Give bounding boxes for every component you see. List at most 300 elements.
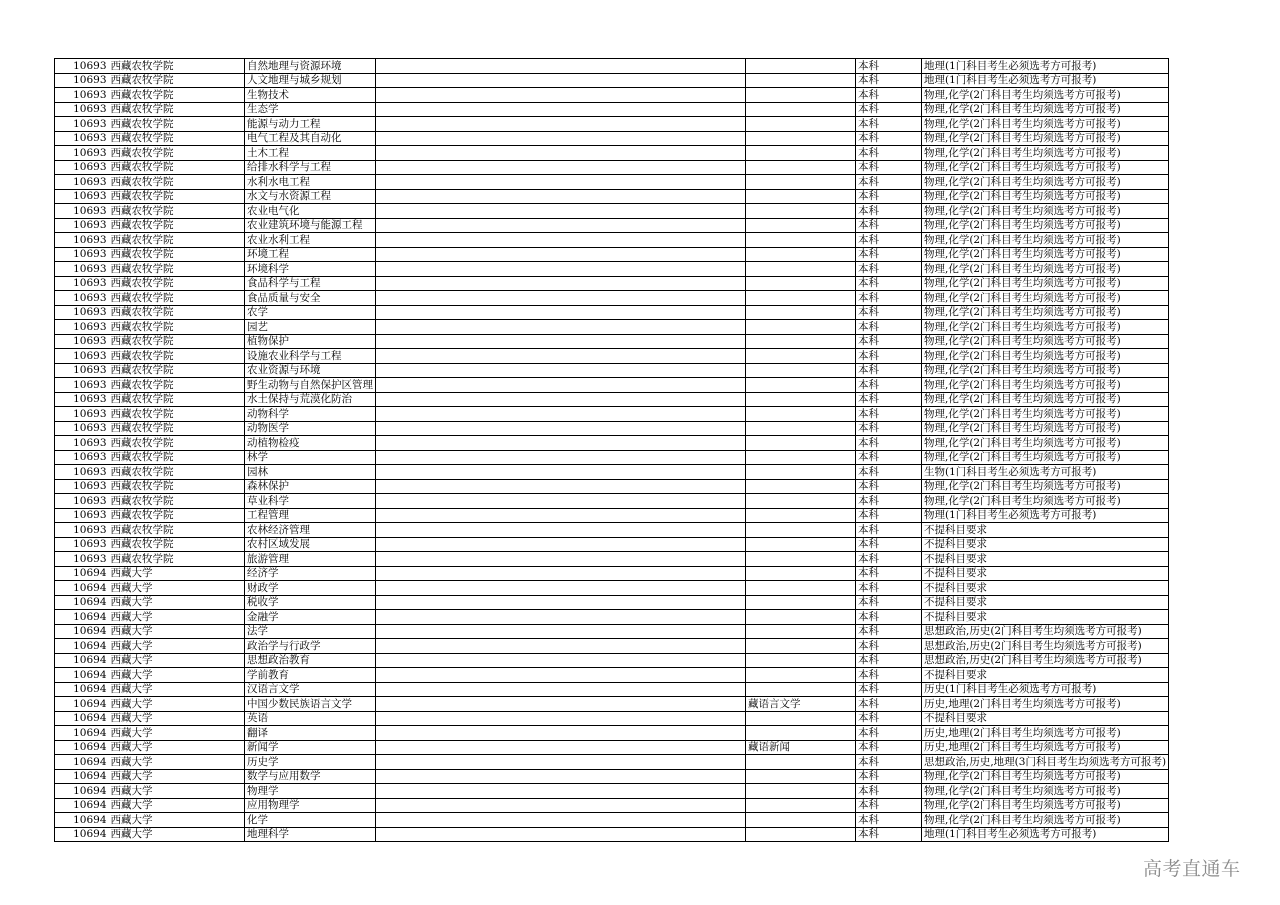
school-name-cell: 西藏农牧学院: [109, 320, 245, 335]
subject-requirement-cell: 物理,化学(2门科目考生均须选考方可报考): [922, 784, 1169, 799]
major-note-cell: [746, 233, 856, 248]
major-name-cell: 土木工程: [245, 146, 376, 161]
subject-requirement-cell: 物理,化学(2门科目考生均须选考方可报考): [922, 450, 1169, 465]
subject-requirement-cell: 物理,化学(2门科目考生均须选考方可报考): [922, 392, 1169, 407]
table-row: [55, 726, 1169, 741]
major-note-cell: [746, 276, 856, 291]
subject-requirement-cell: 物理,化学(2门科目考生均须选考方可报考): [922, 363, 1169, 378]
major-note-cell: [746, 769, 856, 784]
school-name-cell: 西藏大学: [109, 711, 245, 726]
subject-requirement-cell: 不提科目要求: [922, 537, 1169, 552]
table-row: [55, 827, 1169, 842]
subject-requirement-cell: 不提科目要求: [922, 552, 1169, 567]
major-note-cell: [746, 59, 856, 74]
major-note-cell: [746, 653, 856, 668]
major-note-cell: [746, 494, 856, 509]
blank-cell: [376, 668, 746, 683]
school-name-cell: 西藏农牧学院: [109, 160, 245, 175]
table-row: [55, 276, 1169, 291]
subject-requirement-cell: 物理,化学(2门科目考生均须选考方可报考): [922, 102, 1169, 117]
major-note-cell: [746, 218, 856, 233]
school-name-cell: 西藏农牧学院: [109, 305, 245, 320]
blank-cell: [376, 595, 746, 610]
major-name-cell: 中国少数民族语言文学: [245, 697, 376, 712]
major-name-cell: 动物科学: [245, 407, 376, 422]
table-row: [55, 102, 1169, 117]
blank-cell: [376, 813, 746, 828]
education-level-cell: 本科: [856, 160, 922, 175]
school-code-cell: 10693: [55, 88, 109, 103]
blank-cell: [376, 465, 746, 480]
major-name-cell: 人文地理与城乡规划: [245, 73, 376, 88]
blank-cell: [376, 378, 746, 393]
blank-cell: [376, 320, 746, 335]
education-level-cell: 本科: [856, 117, 922, 132]
school-name-cell: 西藏大学: [109, 639, 245, 654]
subject-requirement-cell: 历史,地理(2门科目考生均须选考方可报考): [922, 726, 1169, 741]
school-name-cell: 西藏农牧学院: [109, 523, 245, 538]
education-level-cell: 本科: [856, 827, 922, 842]
table-row: [55, 88, 1169, 103]
table-row: [55, 523, 1169, 538]
subject-requirement-cell: 思想政治,历史,地理(3门科目考生均须选考方可报考): [922, 755, 1169, 770]
blank-cell: [376, 697, 746, 712]
major-name-cell: 水土保持与荒漠化防治: [245, 392, 376, 407]
education-level-cell: 本科: [856, 88, 922, 103]
school-name-cell: 西藏农牧学院: [109, 233, 245, 248]
subject-requirement-cell: 物理,化学(2门科目考生均须选考方可报考): [922, 494, 1169, 509]
subject-requirement-cell: 地理(1门科目考生必须选考方可报考): [922, 73, 1169, 88]
table-row: [55, 436, 1169, 451]
subject-requirement-cell: 不提科目要求: [922, 523, 1169, 538]
education-level-cell: 本科: [856, 494, 922, 509]
school-code-cell: 10694: [55, 740, 109, 755]
blank-cell: [376, 711, 746, 726]
subject-requirement-cell: 物理,化学(2门科目考生均须选考方可报考): [922, 146, 1169, 161]
school-code-cell: 10694: [55, 827, 109, 842]
major-name-cell: 食品科学与工程: [245, 276, 376, 291]
subject-requirement-cell: 生物(1门科目考生必须选考方可报考): [922, 465, 1169, 480]
subject-requirement-cell: 物理,化学(2门科目考生均须选考方可报考): [922, 479, 1169, 494]
school-code-cell: 10693: [55, 276, 109, 291]
table-row: [55, 349, 1169, 364]
table-row: [55, 755, 1169, 770]
table-row: [55, 262, 1169, 277]
education-level-cell: 本科: [856, 204, 922, 219]
school-code-cell: 10694: [55, 784, 109, 799]
table-row: [55, 639, 1169, 654]
major-name-cell: 园艺: [245, 320, 376, 335]
major-name-cell: 汉语言文学: [245, 682, 376, 697]
major-note-cell: 藏语言文学: [746, 697, 856, 712]
school-code-cell: 10693: [55, 291, 109, 306]
school-code-cell: 10693: [55, 436, 109, 451]
subject-requirement-cell: 物理,化学(2门科目考生均须选考方可报考): [922, 813, 1169, 828]
school-name-cell: 西藏大学: [109, 813, 245, 828]
table-row: [55, 566, 1169, 581]
major-name-cell: 食品质量与安全: [245, 291, 376, 306]
blank-cell: [376, 827, 746, 842]
major-name-cell: 自然地理与资源环境: [245, 59, 376, 74]
major-note-cell: [746, 436, 856, 451]
major-name-cell: 电气工程及其自动化: [245, 131, 376, 146]
table-row: [55, 117, 1169, 132]
school-code-cell: 10693: [55, 160, 109, 175]
school-name-cell: 西藏农牧学院: [109, 508, 245, 523]
major-name-cell: 野生动物与自然保护区管理: [245, 378, 376, 393]
school-code-cell: 10693: [55, 233, 109, 248]
major-name-cell: 新闻学: [245, 740, 376, 755]
major-note-cell: [746, 711, 856, 726]
table-row: [55, 624, 1169, 639]
school-code-cell: 10693: [55, 349, 109, 364]
major-note-cell: [746, 320, 856, 335]
school-name-cell: 西藏大学: [109, 740, 245, 755]
major-note-cell: [746, 552, 856, 567]
table-row: [55, 204, 1169, 219]
major-name-cell: 能源与动力工程: [245, 117, 376, 132]
major-name-cell: 农业资源与环境: [245, 363, 376, 378]
education-level-cell: 本科: [856, 305, 922, 320]
school-code-cell: 10694: [55, 798, 109, 813]
major-name-cell: 学前教育: [245, 668, 376, 683]
table-row: [55, 581, 1169, 596]
school-code-cell: 10693: [55, 479, 109, 494]
blank-cell: [376, 175, 746, 190]
school-code-cell: 10694: [55, 595, 109, 610]
blank-cell: [376, 639, 746, 654]
major-note-cell: [746, 204, 856, 219]
major-note-cell: [746, 363, 856, 378]
education-level-cell: 本科: [856, 320, 922, 335]
major-note-cell: [746, 581, 856, 596]
school-name-cell: 西藏农牧学院: [109, 131, 245, 146]
school-code-cell: 10693: [55, 421, 109, 436]
major-note-cell: 藏语新闻: [746, 740, 856, 755]
school-name-cell: 西藏大学: [109, 682, 245, 697]
education-level-cell: 本科: [856, 407, 922, 422]
major-note-cell: [746, 117, 856, 132]
school-name-cell: 西藏农牧学院: [109, 218, 245, 233]
school-code-cell: 10693: [55, 334, 109, 349]
table-row: [55, 146, 1169, 161]
blank-cell: [376, 407, 746, 422]
subject-requirement-cell: 不提科目要求: [922, 610, 1169, 625]
major-note-cell: [746, 595, 856, 610]
school-code-cell: 10694: [55, 653, 109, 668]
school-name-cell: 西藏农牧学院: [109, 247, 245, 262]
school-code-cell: 10694: [55, 697, 109, 712]
school-code-cell: 10694: [55, 711, 109, 726]
major-note-cell: [746, 88, 856, 103]
blank-cell: [376, 552, 746, 567]
table-row: [55, 697, 1169, 712]
subject-requirement-cell: 物理,化学(2门科目考生均须选考方可报考): [922, 421, 1169, 436]
blank-cell: [376, 581, 746, 596]
education-level-cell: 本科: [856, 479, 922, 494]
table-row: [55, 218, 1169, 233]
major-name-cell: 设施农业科学与工程: [245, 349, 376, 364]
major-name-cell: 水文与水资源工程: [245, 189, 376, 204]
school-name-cell: 西藏大学: [109, 697, 245, 712]
school-code-cell: 10693: [55, 175, 109, 190]
school-code-cell: 10693: [55, 392, 109, 407]
education-level-cell: 本科: [856, 175, 922, 190]
education-level-cell: 本科: [856, 378, 922, 393]
major-note-cell: [746, 755, 856, 770]
table-row: [55, 610, 1169, 625]
blank-cell: [376, 233, 746, 248]
education-level-cell: 本科: [856, 523, 922, 538]
school-code-cell: 10693: [55, 552, 109, 567]
subject-requirement-cell: 物理,化学(2门科目考生均须选考方可报考): [922, 233, 1169, 248]
education-level-cell: 本科: [856, 233, 922, 248]
major-name-cell: 农村区域发展: [245, 537, 376, 552]
table-row: [55, 784, 1169, 799]
major-name-cell: 应用物理学: [245, 798, 376, 813]
subject-requirement-cell: 历史(1门科目考生必须选考方可报考): [922, 682, 1169, 697]
major-name-cell: 法学: [245, 624, 376, 639]
subject-requirement-cell: 物理,化学(2门科目考生均须选考方可报考): [922, 769, 1169, 784]
school-code-cell: 10693: [55, 59, 109, 74]
major-name-cell: 翻译: [245, 726, 376, 741]
major-name-cell: 动植物检疫: [245, 436, 376, 451]
table-row: [55, 479, 1169, 494]
blank-cell: [376, 624, 746, 639]
school-code-cell: 10693: [55, 378, 109, 393]
subject-requirement-cell: 物理,化学(2门科目考生均须选考方可报考): [922, 349, 1169, 364]
education-level-cell: 本科: [856, 363, 922, 378]
major-name-cell: 经济学: [245, 566, 376, 581]
subject-requirement-cell: 物理,化学(2门科目考生均须选考方可报考): [922, 334, 1169, 349]
school-name-cell: 西藏大学: [109, 668, 245, 683]
education-level-cell: 本科: [856, 537, 922, 552]
major-name-cell: 英语: [245, 711, 376, 726]
watermark-text: 高考直通车: [1143, 858, 1241, 880]
school-code-cell: 10694: [55, 682, 109, 697]
major-note-cell: [746, 668, 856, 683]
subject-requirement-cell: 物理,化学(2门科目考生均须选考方可报考): [922, 204, 1169, 219]
subject-requirement-cell: 物理(1门科目考生必须选考方可报考): [922, 508, 1169, 523]
major-name-cell: 森林保护: [245, 479, 376, 494]
education-level-cell: 本科: [856, 349, 922, 364]
school-name-cell: 西藏大学: [109, 610, 245, 625]
school-name-cell: 西藏农牧学院: [109, 291, 245, 306]
table-row: [55, 769, 1169, 784]
school-name-cell: 西藏农牧学院: [109, 494, 245, 509]
major-name-cell: 农业水利工程: [245, 233, 376, 248]
major-note-cell: [746, 450, 856, 465]
school-code-cell: 10693: [55, 189, 109, 204]
blank-cell: [376, 349, 746, 364]
school-code-cell: 10694: [55, 769, 109, 784]
school-name-cell: 西藏农牧学院: [109, 262, 245, 277]
school-code-cell: 10694: [55, 610, 109, 625]
education-level-cell: 本科: [856, 73, 922, 88]
blank-cell: [376, 392, 746, 407]
major-note-cell: [746, 349, 856, 364]
school-code-cell: 10693: [55, 508, 109, 523]
school-name-cell: 西藏大学: [109, 726, 245, 741]
table-row: [55, 131, 1169, 146]
subject-requirement-cell: 物理,化学(2门科目考生均须选考方可报考): [922, 276, 1169, 291]
education-level-cell: 本科: [856, 334, 922, 349]
major-note-cell: [746, 813, 856, 828]
subject-requirement-cell: 思想政治,历史(2门科目考生均须选考方可报考): [922, 624, 1169, 639]
table-row: [55, 189, 1169, 204]
major-name-cell: 思想政治教育: [245, 653, 376, 668]
blank-cell: [376, 59, 746, 74]
education-level-cell: 本科: [856, 813, 922, 828]
major-note-cell: [746, 479, 856, 494]
major-name-cell: 环境工程: [245, 247, 376, 262]
school-code-cell: 10694: [55, 639, 109, 654]
blank-cell: [376, 523, 746, 538]
education-level-cell: 本科: [856, 595, 922, 610]
major-note-cell: [746, 508, 856, 523]
school-name-cell: 西藏农牧学院: [109, 59, 245, 74]
education-level-cell: 本科: [856, 740, 922, 755]
blank-cell: [376, 653, 746, 668]
major-note-cell: [746, 262, 856, 277]
major-name-cell: 旅游管理: [245, 552, 376, 567]
education-level-cell: 本科: [856, 508, 922, 523]
major-note-cell: [746, 146, 856, 161]
blank-cell: [376, 682, 746, 697]
education-level-cell: 本科: [856, 784, 922, 799]
school-name-cell: 西藏农牧学院: [109, 421, 245, 436]
education-level-cell: 本科: [856, 581, 922, 596]
subject-requirements-table: [54, 58, 1169, 842]
school-code-cell: 10693: [55, 305, 109, 320]
school-code-cell: 10694: [55, 813, 109, 828]
school-code-cell: 10693: [55, 73, 109, 88]
education-level-cell: 本科: [856, 726, 922, 741]
school-code-cell: 10693: [55, 247, 109, 262]
school-name-cell: 西藏大学: [109, 581, 245, 596]
table-row: [55, 595, 1169, 610]
blank-cell: [376, 160, 746, 175]
blank-cell: [376, 204, 746, 219]
school-name-cell: 西藏大学: [109, 827, 245, 842]
blank-cell: [376, 479, 746, 494]
table-row: [55, 160, 1169, 175]
school-name-cell: 西藏农牧学院: [109, 117, 245, 132]
school-name-cell: 西藏农牧学院: [109, 204, 245, 219]
major-name-cell: 水利水电工程: [245, 175, 376, 190]
school-code-cell: 10693: [55, 204, 109, 219]
table-row: [55, 653, 1169, 668]
school-name-cell: 西藏农牧学院: [109, 88, 245, 103]
major-name-cell: 政治学与行政学: [245, 639, 376, 654]
education-level-cell: 本科: [856, 755, 922, 770]
major-name-cell: 植物保护: [245, 334, 376, 349]
table-row: [55, 668, 1169, 683]
education-level-cell: 本科: [856, 624, 922, 639]
major-note-cell: [746, 537, 856, 552]
table-row: [55, 740, 1169, 755]
school-code-cell: 10694: [55, 755, 109, 770]
blank-cell: [376, 363, 746, 378]
major-name-cell: 环境科学: [245, 262, 376, 277]
school-name-cell: 西藏农牧学院: [109, 175, 245, 190]
school-name-cell: 西藏大学: [109, 784, 245, 799]
school-code-cell: 10693: [55, 262, 109, 277]
school-name-cell: 西藏农牧学院: [109, 334, 245, 349]
table-row: [55, 552, 1169, 567]
school-code-cell: 10693: [55, 523, 109, 538]
major-name-cell: 税收学: [245, 595, 376, 610]
school-name-cell: 西藏农牧学院: [109, 146, 245, 161]
table-row: [55, 494, 1169, 509]
table-row: [55, 363, 1169, 378]
subject-requirement-cell: 思想政治,历史(2门科目考生均须选考方可报考): [922, 639, 1169, 654]
major-note-cell: [746, 392, 856, 407]
subject-requirement-cell: 历史,地理(2门科目考生均须选考方可报考): [922, 697, 1169, 712]
table-row: [55, 421, 1169, 436]
major-note-cell: [746, 291, 856, 306]
subject-requirement-cell: 地理(1门科目考生必须选考方可报考): [922, 827, 1169, 842]
table-row: [55, 73, 1169, 88]
table-row: [55, 59, 1169, 74]
school-name-cell: 西藏农牧学院: [109, 436, 245, 451]
major-name-cell: 物理学: [245, 784, 376, 799]
blank-cell: [376, 102, 746, 117]
school-code-cell: 10693: [55, 537, 109, 552]
table-row: [55, 682, 1169, 697]
blank-cell: [376, 247, 746, 262]
blank-cell: [376, 88, 746, 103]
major-note-cell: [746, 639, 856, 654]
education-level-cell: 本科: [856, 102, 922, 117]
education-level-cell: 本科: [856, 146, 922, 161]
blank-cell: [376, 784, 746, 799]
major-note-cell: [746, 610, 856, 625]
school-name-cell: 西藏大学: [109, 755, 245, 770]
major-name-cell: 数学与应用数学: [245, 769, 376, 784]
table-row: [55, 320, 1169, 335]
table-row: [55, 450, 1169, 465]
school-name-cell: 西藏大学: [109, 595, 245, 610]
school-code-cell: 10693: [55, 465, 109, 480]
education-level-cell: 本科: [856, 769, 922, 784]
major-name-cell: 农林经济管理: [245, 523, 376, 538]
subject-requirement-cell: 物理,化学(2门科目考生均须选考方可报考): [922, 436, 1169, 451]
blank-cell: [376, 755, 746, 770]
school-name-cell: 西藏农牧学院: [109, 392, 245, 407]
major-name-cell: 历史学: [245, 755, 376, 770]
subject-requirement-cell: 不提科目要求: [922, 581, 1169, 596]
education-level-cell: 本科: [856, 421, 922, 436]
blank-cell: [376, 146, 746, 161]
major-name-cell: 地理科学: [245, 827, 376, 842]
school-code-cell: 10693: [55, 218, 109, 233]
subject-requirement-cell: 物理,化学(2门科目考生均须选考方可报考): [922, 131, 1169, 146]
education-level-cell: 本科: [856, 465, 922, 480]
blank-cell: [376, 421, 746, 436]
major-name-cell: 化学: [245, 813, 376, 828]
school-code-cell: 10693: [55, 320, 109, 335]
table-row: [55, 813, 1169, 828]
education-level-cell: 本科: [856, 131, 922, 146]
subject-requirement-cell: 物理,化学(2门科目考生均须选考方可报考): [922, 798, 1169, 813]
school-name-cell: 西藏农牧学院: [109, 378, 245, 393]
education-level-cell: 本科: [856, 653, 922, 668]
school-code-cell: 10693: [55, 131, 109, 146]
table-row: [55, 378, 1169, 393]
major-note-cell: [746, 102, 856, 117]
major-note-cell: [746, 624, 856, 639]
